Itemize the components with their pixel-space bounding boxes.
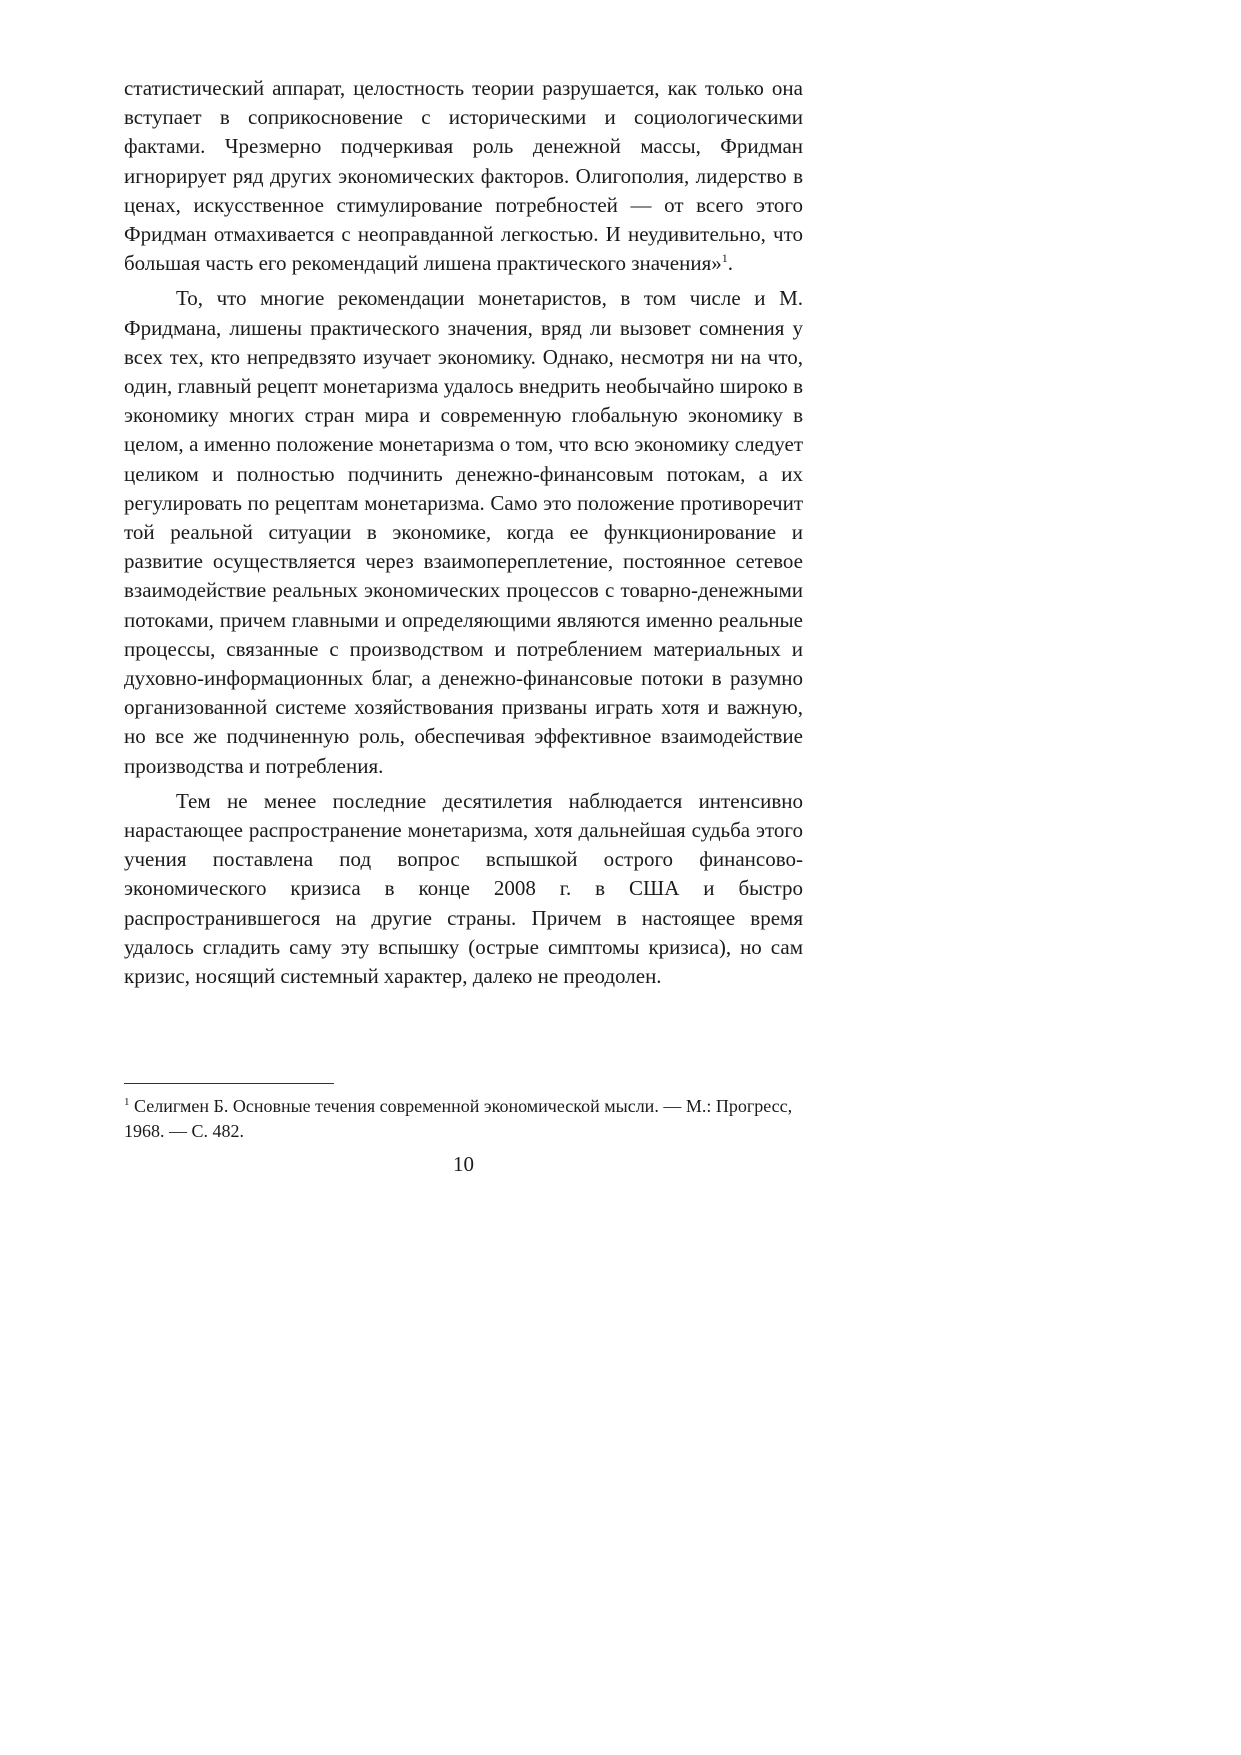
footnote-separator bbox=[124, 1083, 334, 1084]
paragraph-monetarism-recommendations: То, что многие рекомендации монетаристов, в том числе и М. Фридмана, лишены практического значения, вряд ли вызовет сомнения у всех тех, кто непредвзято изучает экономику. Однако, несмотря ни на что, один, главный рецепт монетаризма удалось внедрить необычайно широко в экономику многих стран мира и современную глобальную экономику в целом, а именно положение монетаризма о том, что всю экономику следует целиком и полностью подчинить денежно-финансовым потокам, а их регулировать по рецептам монетаризма. Само это положение противоречит той реальной ситуации в экономике, когда ее функционирование и развитие осуществляется через взаимопереплетение, постоянное сетевое взаимодействие реальных экономических процессов с товарно-денежными потоками, причем главными и определяющими являются именно реальные процессы, связанные с производством и потреблением материальных и духовно-информационных благ, а денежно-финансовые потоки в разумно организованной системе хозяйствования призваны играть хотя и важную, но все же подчиненную роль, обеспечивая эффективное взаимодействие производства и потребления. bbox=[124, 286, 803, 778]
footnote-reference[interactable]: 1 bbox=[721, 251, 728, 266]
footnote-text: Селигмен Б. Основные течения современной экономической мысли. — М.: Прогресс, 1968. — С. 482. bbox=[124, 1096, 793, 1141]
footnote bbox=[124, 1094, 803, 1144]
paragraph-monetarism-spread: Тем не менее последние десятилетия наблюдается интенсивно нарастающее распространение монетаризма, хотя дальнейшая судьба этого учения поставлена под вопрос вспышкой острого финансово-экономического кризиса в конце 2008 г. в США и быстро распространившегося на другие страны. Причем в настоящее время удалось сгладить саму эту вспышку (острые симптомы кризиса), но сам кризис, носящий системный характер, далеко не преодолен. bbox=[124, 788, 803, 989]
paragraph-continuation bbox=[124, 74, 803, 278]
page-number: 10 bbox=[453, 1152, 474, 1176]
page-body bbox=[124, 74, 803, 991]
paragraph-text: статистический аппарат, целостность теории разрушается, как только она вступает в соприкосновение с историческими и социологическими фактами. Чрезмерно подчеркивая роль денежной массы, Фридман игнорирует ряд других экономических факторов. Олигополия, лидерство в ценах, искусственное стимулирование потребностей — от всего этого Фридман отмахивается с неоправданной легкостью. И неудивительно, что большая часть его рекомендаций лишена практического значения» bbox=[124, 76, 803, 276]
footnote-marker: 1 bbox=[124, 1096, 130, 1108]
paragraph-tail: . bbox=[727, 251, 734, 276]
